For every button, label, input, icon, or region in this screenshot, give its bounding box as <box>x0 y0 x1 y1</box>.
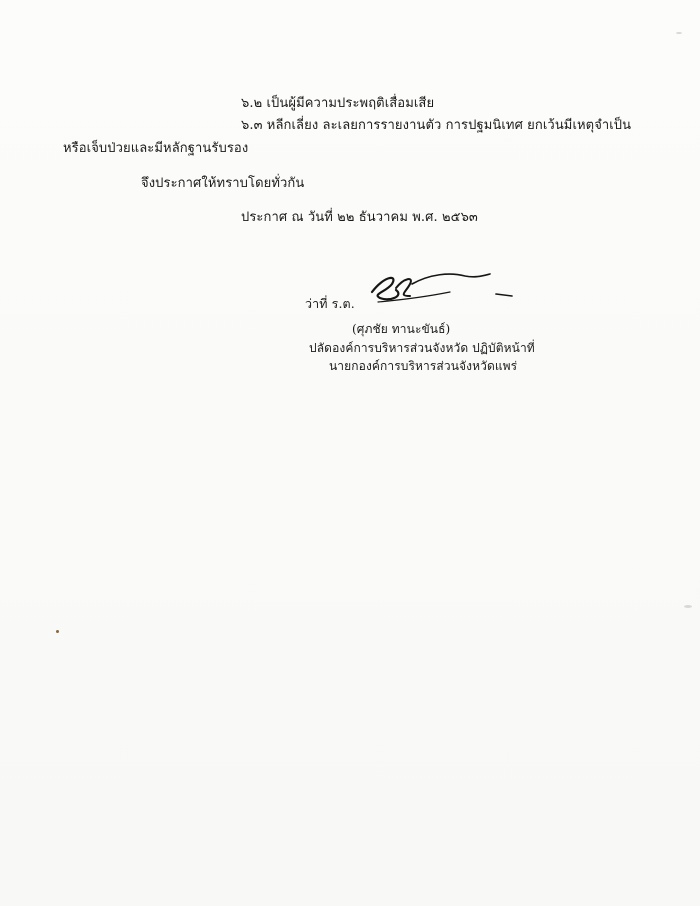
item-6-2: ๖.๒ เป็นผู้มีความประพฤติเสื่อมเสีย <box>241 96 435 111</box>
signatory-name: (ศุภชัย ทานะขันธ์) <box>352 322 451 336</box>
announcement-line: จึงประกาศให้ทราบโดยทั่วกัน <box>141 176 305 191</box>
scan-speck <box>676 32 682 34</box>
signatory-position-line-2: นายกองค์การบริหารส่วนจังหวัดแพร่ <box>329 359 518 373</box>
scan-speck <box>56 630 59 633</box>
signatory-position-line-1: ปลัดองค์การบริหารส่วนจังหวัด ปฏิบัติหน้าที่ <box>309 341 535 355</box>
item-6-3: ๖.๓ หลีกเลี่ยง ละเลยการรายงานตัว การปฐมนิเทศ ยกเว้นมีเหตุจำเป็น <box>241 118 632 133</box>
acting-rank-prefix: ว่าที่ ร.ต. <box>305 296 355 311</box>
item-6-3-continued: หรือเจ็บป่วยและมีหลักฐานรับรอง <box>63 141 249 156</box>
announcement-date: ประกาศ ณ วันที่ ๒๒ ธันวาคม พ.ศ. ๒๕๖๓ <box>241 210 478 225</box>
scan-speck <box>684 605 692 608</box>
